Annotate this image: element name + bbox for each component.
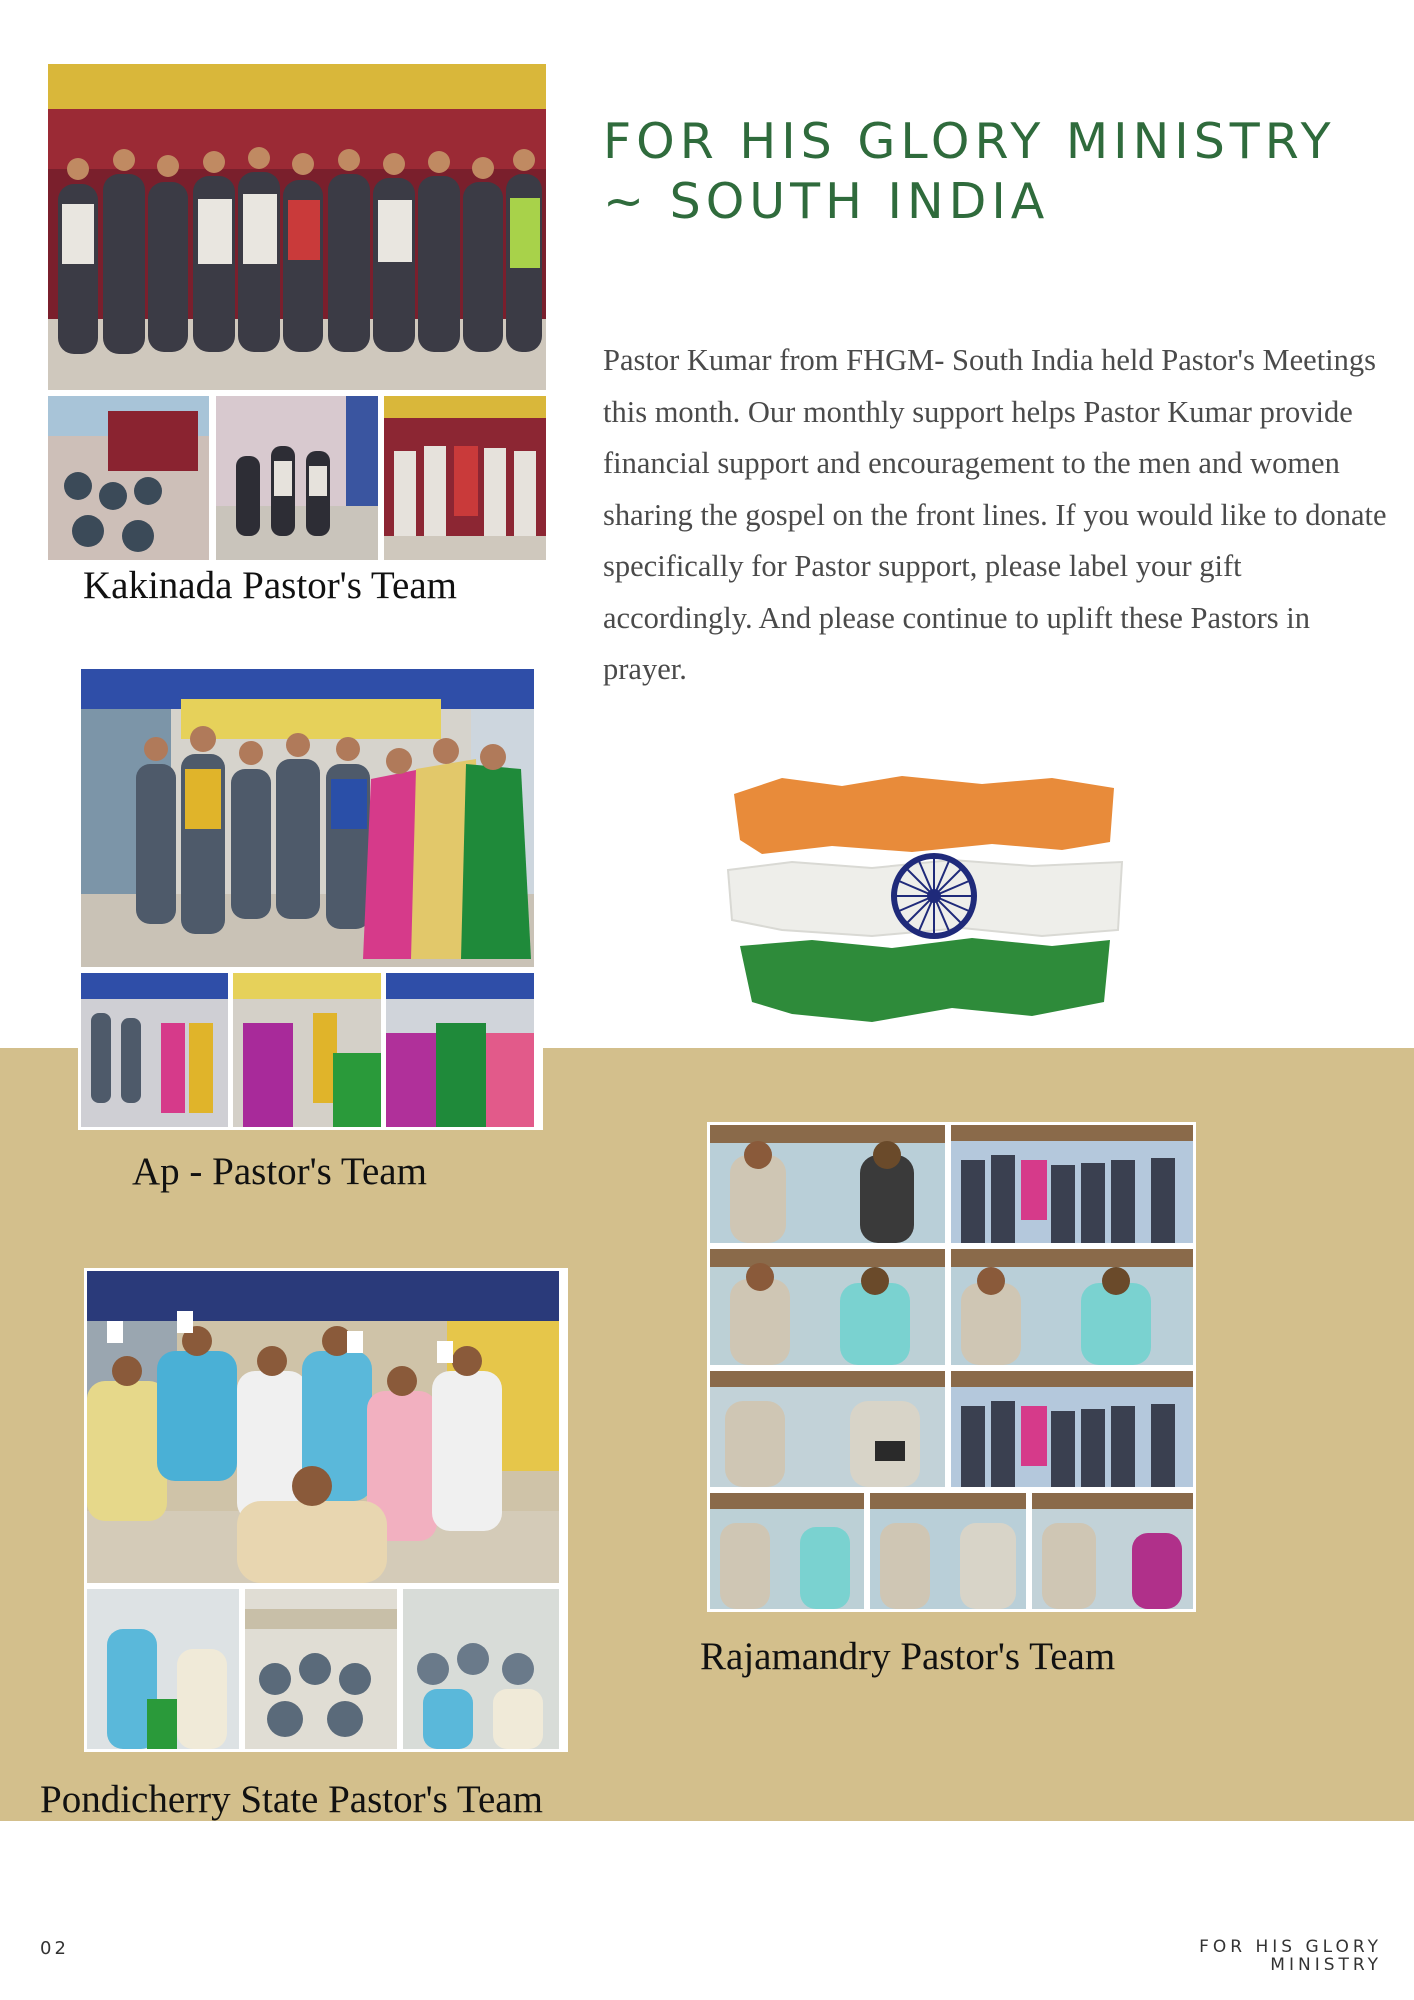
- rajamandry-photo-9: [1032, 1493, 1193, 1609]
- rajamandry-photo-2: [951, 1125, 1193, 1243]
- body-paragraph: Pastor Kumar from FHGM- South India held Pastor's Meetings this month. Our monthly support helps Pastor Kumar provide financial support and encouragement to the men and women sharing the gospel on the front lines. If you would like to donate specifically for Pastor support, please label your gift accordingly. And please continue to uplift these Pastors in prayer.: [603, 343, 1387, 686]
- rajamandry-photo-7: [710, 1493, 864, 1609]
- kakinada-photo-2: [48, 396, 209, 560]
- ap-photo-4: [386, 973, 534, 1127]
- rajamandry-photo-4: [951, 1249, 1193, 1365]
- kakinada-group-photo: [48, 64, 546, 390]
- rajamandry-photo-3: [710, 1249, 945, 1365]
- ap-team-collage: [78, 666, 543, 1130]
- pondicherry-team-collage: [84, 1268, 568, 1752]
- kakinada-photo-3: [216, 396, 378, 560]
- rajamandry-photo-6: [951, 1371, 1193, 1487]
- page-number: 02: [40, 1938, 69, 1959]
- ap-group-photo: [81, 669, 534, 967]
- india-flag-image: [722, 770, 1132, 1038]
- rajamandry-photo-5: [710, 1371, 945, 1487]
- ap-photo-3: [233, 973, 381, 1127]
- rajamandry-photo-1: [710, 1125, 945, 1243]
- footer-brand-line2: MINISTRY: [1270, 1955, 1382, 1975]
- ap-photo-2: [81, 973, 228, 1127]
- pondicherry-photo-2: [87, 1589, 239, 1749]
- kakinada-photo-4: [384, 396, 546, 560]
- rajamandry-caption: Rajamandry Pastor's Team: [700, 1635, 1116, 1678]
- pondicherry-group-photo: [87, 1271, 559, 1583]
- footer-brand-line1: FOR HIS GLORY: [1199, 1937, 1382, 1957]
- pondicherry-caption: Pondicherry State Pastor's Team: [40, 1778, 543, 1821]
- kakinada-team-collage: [48, 64, 546, 560]
- footer-brand: [1199, 1938, 1382, 1974]
- ap-caption: Ap - Pastor's Team: [132, 1150, 427, 1193]
- pondicherry-photo-3: [245, 1589, 397, 1749]
- page-title: FOR HIS GLORY MINISTRY ~ SOUTH INDIA: [603, 113, 1336, 230]
- kakinada-caption: Kakinada Pastor's Team: [83, 564, 457, 607]
- rajamandry-photo-8: [870, 1493, 1026, 1609]
- pondicherry-photo-4: [403, 1589, 559, 1749]
- rajamandry-team-collage: [707, 1122, 1196, 1612]
